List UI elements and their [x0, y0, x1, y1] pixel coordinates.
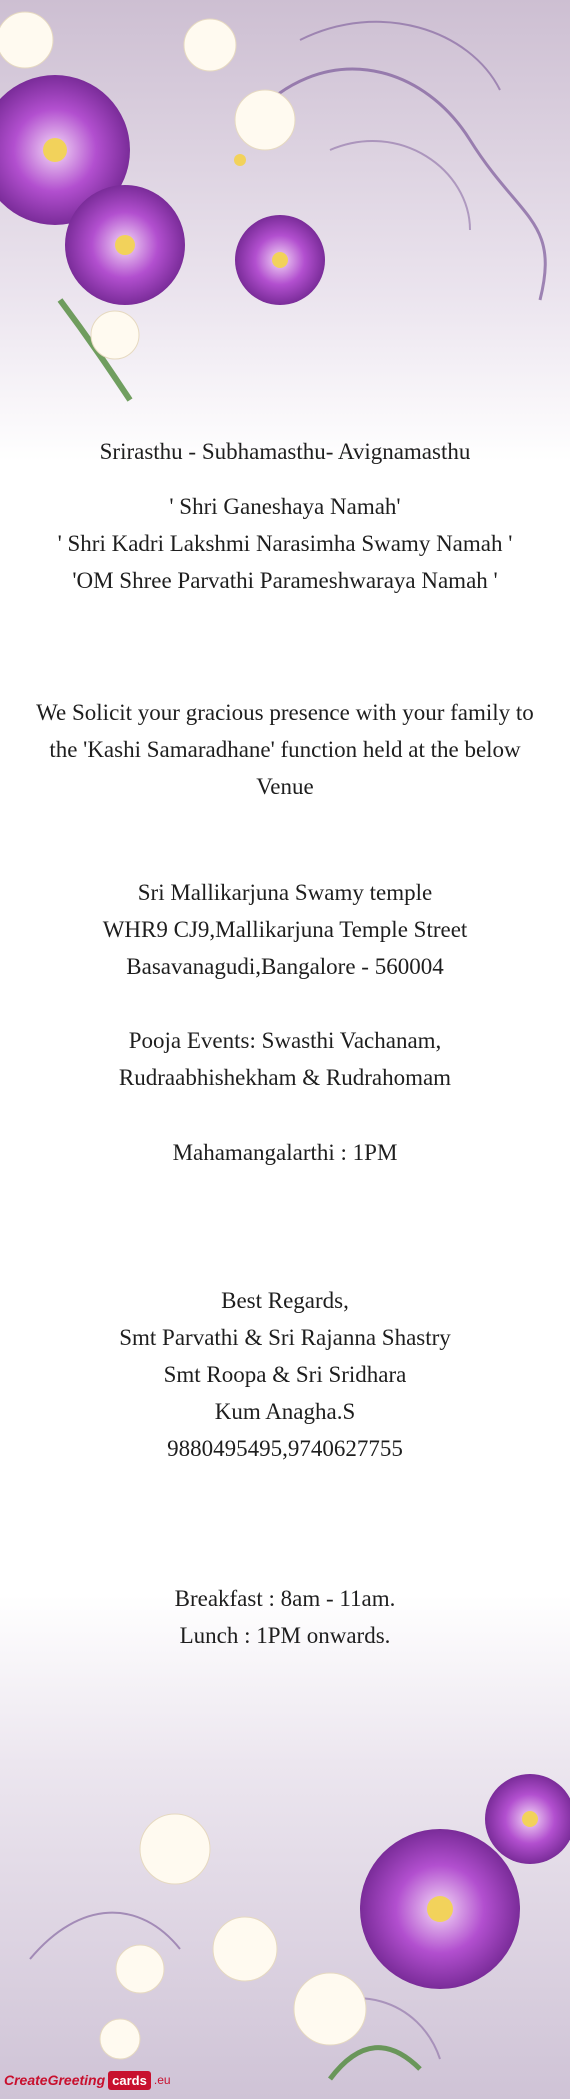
watermark-text-box: cards: [108, 2071, 151, 2090]
venue-block: [0, 874, 570, 985]
mahamangalarthi-time: Mahamangalarthi : 1PM: [172, 1140, 398, 1165]
venue-name: Sri Mallikarjuna Swamy temple: [137, 880, 433, 905]
invitation-block: [0, 694, 570, 805]
invitation-line-3: Venue: [256, 774, 314, 799]
flower-medium-1: [235, 215, 325, 305]
greeting-line-3: ' Shri Kadri Lakshmi Narasimha Swamy Namah ': [57, 531, 513, 556]
watermark-text-left: CreateGreeting: [4, 2072, 106, 2088]
createGreetingcards-watermark[interactable]: [4, 2065, 171, 2095]
greeting-line-2: ' Shri Ganeshaya Namah': [169, 494, 401, 519]
regards-name-1: Smt Parvathi & Sri Rajanna Shastry: [119, 1325, 451, 1350]
bottom-floral-decoration: [0, 1599, 570, 2099]
watermark-text-right: .eu: [153, 2073, 171, 2087]
events-block: [0, 1022, 570, 1096]
regards-heading: Best Regards,: [221, 1288, 349, 1313]
events-line-1: Pooja Events: Swasthi Vachanam,: [128, 1028, 442, 1053]
meals-lunch: Lunch : 1PM onwards.: [179, 1623, 391, 1648]
mahamangalarthi-block: [0, 1134, 570, 1171]
meals-breakfast: Breakfast : 8am - 11am.: [174, 1586, 396, 1611]
invitation-line-1: We Solicit your gracious presence with your family to: [36, 700, 534, 725]
regards-name-2: Smt Roopa & Sri Sridhara: [163, 1362, 407, 1387]
venue-city: Basavanagudi,Bangalore - 560004: [126, 954, 444, 979]
regards-block: [0, 1282, 570, 1467]
venue-street: WHR9 CJ9,Mallikarjuna Temple Street: [102, 917, 468, 942]
greetings-block: [0, 433, 570, 599]
white-blossoms-bottom: [100, 1814, 366, 2059]
flower-large-2: [65, 185, 185, 305]
greeting-line-4: 'OM Shree Parvathi Parameshwaraya Namah ': [72, 568, 498, 593]
regards-phones: 9880495495,9740627755: [167, 1436, 403, 1461]
flower-large-3: [360, 1829, 520, 1989]
invitation-line-2: the 'Kashi Samaradhane' function held at the below: [49, 737, 521, 762]
events-line-2: Rudraabhishekham & Rudrahomam: [118, 1065, 452, 1090]
flower-medium-2: [485, 1774, 570, 1864]
regards-name-3: Kum Anagha.S: [214, 1399, 356, 1424]
top-floral-decoration: [0, 0, 570, 420]
greeting-line-1: Srirasthu - Subhamasthu- Avignamasthu: [99, 439, 471, 464]
